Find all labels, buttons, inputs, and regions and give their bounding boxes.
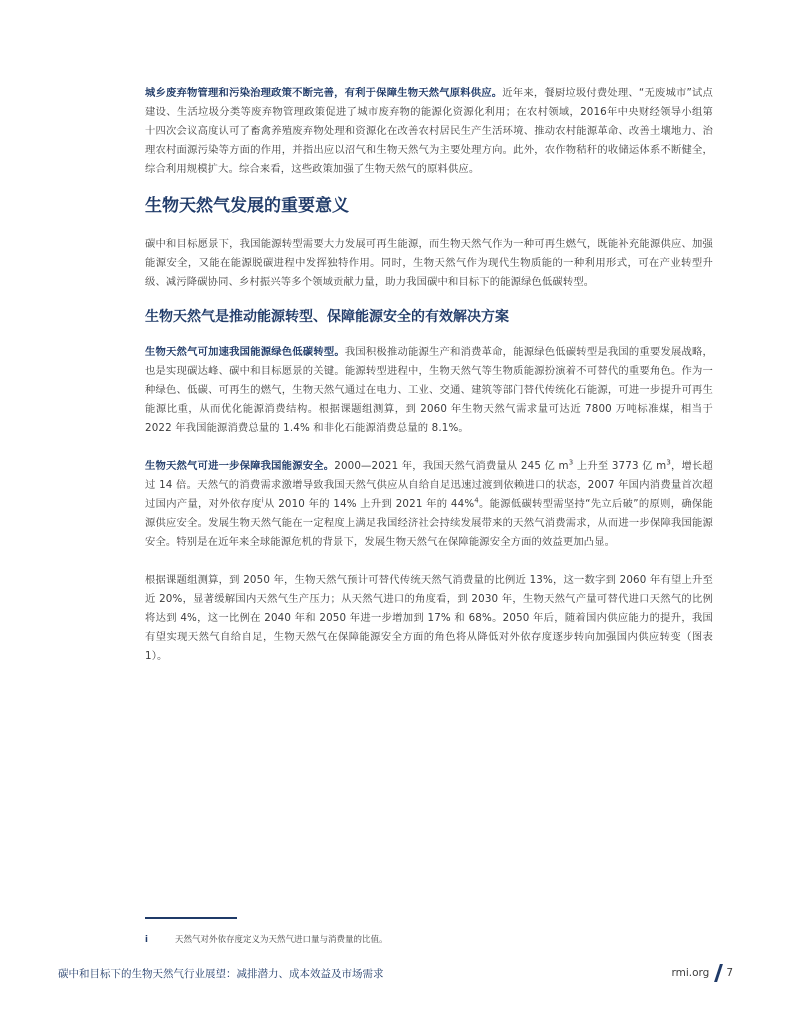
paragraph-lead: 城乡废弃物管理和污染治理政策不断完善，有利于保障生物天然气原料供应。 bbox=[145, 87, 503, 99]
footnote-text: 天然气对外依存度定义为天然气进口量与消费量的比值。 bbox=[175, 935, 388, 945]
footer-site-link[interactable]: rmi.org bbox=[671, 967, 710, 979]
footer-report-title: 碳中和目标下的生物天然气行业展望：减排潜力、成本效益及市场需求 bbox=[58, 968, 384, 980]
paragraph-energy-transition bbox=[145, 343, 713, 438]
paragraph-significance: 碳中和目标愿景下，我国能源转型需要大力发展可再生能源，而生物天然气作为一种可再生燃气，既能补充能源供应、加强能源安全，又能在能源脱碳进程中发挥独特作用。同时，生物天然气作为现代生物质能的一种利用形式，可在产业转型升级、减污降碳协同、乡村振兴等多个领域贡献力量，助力我国碳中和目标下的能源绿色低碳转型。 bbox=[145, 238, 713, 288]
paragraph-text: 近年来，餐厨垃圾付费处理、“无废城市”试点建设、生活垃圾分类等废弃物管理政策促进了城市废弃物的能源化资源化利用；在农村领域，2016年中央财经领导小组第十四次会议高度认可了畜禽养殖废弃物处理和资源化在改善农村居民生产生活环境、推动农村能源革命、改善土壤地力、治理农村面源污染等方面的作用，并指出应以沼气和生物天然气为主要处理方向。此外，农作物秸秆的收储运体系不断健全，综合利用规模扩大。综合来看，这些政策加强了生物天然气的原料供应。 bbox=[145, 87, 713, 175]
spacer bbox=[145, 438, 713, 457]
footer-page-info bbox=[671, 964, 733, 982]
paragraph-lead: 生物天然气可进一步保障我国能源安全。 bbox=[145, 460, 335, 472]
footnote bbox=[145, 934, 705, 946]
footnote-divider bbox=[145, 917, 237, 919]
paragraph-text: 2000—2021 年，我国天然气消费量从 245 亿 m bbox=[334, 460, 569, 472]
paragraph-text: 上升至 3773 亿 m bbox=[573, 460, 667, 472]
paragraph-text: 我国积极推动能源生产和消费革命，能源绿色低碳转型是我国的重要发展战略，也是实现碳达峰、碳中和目标愿景的关键。能源转型进程中，生物天然气等生物质能源扮演着不可替代的重要角色。作为一种绿色、低碳、可再生的燃气，生物天然气通过在电力、工业、交通、建筑等部门替代传统化石能源，可进一步提升可再生能源比重，从而优化能源消费结构。根据课题组测算，到 2060 年生物天然气需求量可达近 7800 万吨标准煤，相当于 2022 年我国能源消费总量的 1.4% 和非化石能源消费总量的 8.1%。 bbox=[145, 346, 713, 434]
paragraph-waste-policy bbox=[145, 84, 713, 179]
slash-divider-icon bbox=[714, 964, 723, 982]
superscript: 3 bbox=[568, 458, 574, 467]
footnote-reference[interactable]: i bbox=[261, 496, 264, 505]
page-number: 7 bbox=[726, 967, 733, 979]
superscript: 3 bbox=[666, 458, 671, 467]
paragraph-projection: 根据课题组测算，到 2050 年，生物天然气预计可替代传统天然气消费量的比例近 13%，这一数字到 2060 年有望上升至近 20%，显著缓解国内天然气生产压力；从天然气进口的角度看，到 2030 年，生物天然气产量可替代进口天然气的比例将达到 4%，这一比例在 2040 年和 2050 年进一步增加到 17% 和 68%。2050 年后，随着国内供应能力的提升，我国有望实现天然气自给自足，生物天然气在保障能源安全方面的角色将从降低对外依存度逐步转向加强国内供应转变（图表 1）。 bbox=[145, 574, 713, 662]
paragraph-energy-security bbox=[145, 457, 713, 552]
paragraph-lead: 生物天然气可加速我国能源绿色低碳转型。 bbox=[145, 346, 345, 358]
paragraph-text: ，增长超过 14 倍。天然气的消费需求激增导致我国天然气供应从自给自足迅速过渡到依赖进口的状态，2007 年国内消费量首次超过国内产量，对外依存度 bbox=[145, 460, 713, 510]
spacer bbox=[145, 552, 713, 571]
main-content bbox=[145, 84, 713, 666]
sub-heading: 生物天然气是推动能源转型、保障能源安全的有效解决方案 bbox=[145, 309, 509, 325]
paragraph-text: 从 2010 年的 14% 上升到 2021 年的 44% bbox=[263, 498, 475, 510]
citation-reference[interactable]: 4 bbox=[474, 496, 479, 505]
section-heading: 生物天然气发展的重要意义 bbox=[145, 196, 349, 216]
paragraph-text: 。能源低碳转型需坚持“先立后破”的原则，确保能源供应安全。发展生物天然气能在一定程度上满足我国经济社会持续发展带来的天然气消费需求，从而进一步保障我国能源安全。特别是在近年来全球能源危机的背景下，发展生物天然气在保障能源安全方面的效益更加凸显。 bbox=[145, 498, 713, 548]
footnote-marker: i bbox=[145, 935, 148, 945]
